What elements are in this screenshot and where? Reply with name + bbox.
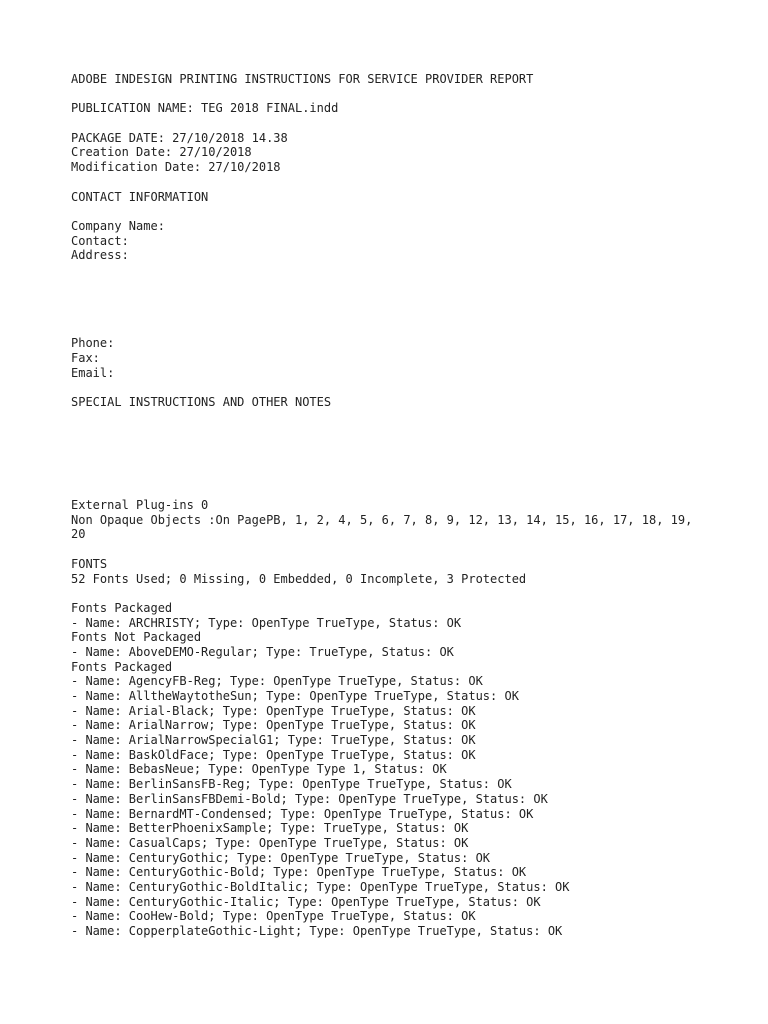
creation-date: Creation Date: 27/10/2018 xyxy=(71,145,252,160)
email-label: Email: xyxy=(71,365,115,380)
font-list-item: - Name: CenturyGothic-Bold; Type: OpenType TrueType, Status: OK xyxy=(71,865,527,880)
fonts-heading: FONTS xyxy=(71,556,108,571)
font-list-item: - Name: CooHew-Bold; Type: OpenType TrueType, Status: OK xyxy=(71,909,476,924)
fonts-packaged-heading-2: Fonts Packaged xyxy=(71,659,173,674)
font-list-item: - Name: CenturyGothic-BoldItalic; Type: OpenType TrueType, Status: OK xyxy=(71,879,570,894)
font-list-item: - Name: CopperplateGothic-Light; Type: OpenType TrueType, Status: OK xyxy=(71,924,563,939)
font-list-item: - Name: AgencyFB-Reg; Type: OpenType TrueType, Status: OK xyxy=(71,674,483,689)
fax-label: Fax: xyxy=(71,351,100,366)
non-opaque-objects: Non Opaque Objects :On PagePB, 1, 2, 4, 5, 6, 7, 8, 9, 12, 13, 14, 15, 16, 17, 18, 19, 20 xyxy=(71,512,693,542)
spacer xyxy=(71,116,731,131)
company-name-label: Company Name: xyxy=(71,218,165,233)
address-blank-area xyxy=(71,263,731,337)
font-list-item: - Name: BerlinSansFBDemi-Bold; Type: OpenType TrueType, Status: OK xyxy=(71,791,548,806)
fonts-summary: 52 Fonts Used; 0 Missing, 0 Embedded, 0 Incomplete, 3 Protected xyxy=(71,571,527,586)
font-list-item: - Name: AlltheWaytotheSun; Type: OpenType TrueType, Status: OK xyxy=(71,689,519,704)
package-date: PACKAGE DATE: 27/10/2018 14.38 xyxy=(71,130,288,145)
font-list-item: - Name: AboveDEMO-Regular; Type: TrueType, Status: OK xyxy=(71,644,454,659)
font-list-item: - Name: BerlinSansFB-Reg; Type: OpenType TrueType, Status: OK xyxy=(71,777,512,792)
modification-date: Modification Date: 27/10/2018 xyxy=(71,160,281,175)
font-list-item: - Name: CasualCaps; Type: OpenType TrueType, Status: OK xyxy=(71,835,469,850)
notes-blank-area xyxy=(71,410,731,498)
font-list-item: - Name: CenturyGothic; Type: OpenType TrueType, Status: OK xyxy=(71,850,491,865)
fonts-packaged-heading: Fonts Packaged xyxy=(71,600,173,615)
font-list-item: - Name: CenturyGothic-Italic; Type: OpenType TrueType, Status: OK xyxy=(71,894,541,909)
fonts-not-packaged-heading: Fonts Not Packaged xyxy=(71,630,202,645)
font-list-item: - Name: BaskOldFace; Type: OpenType TrueType, Status: OK xyxy=(71,747,476,762)
font-list-item: - Name: BebasNeue; Type: OpenType Type 1, Status: OK xyxy=(71,762,447,777)
font-list-item: - Name: ArialNarrowSpecialG1; Type: TrueType, Status: OK xyxy=(71,733,476,748)
contact-heading: CONTACT INFORMATION xyxy=(71,189,209,204)
font-list-item: - Name: BetterPhoenixSample; Type: TrueType, Status: OK xyxy=(71,821,469,836)
spacer xyxy=(71,542,731,557)
notes-heading: SPECIAL INSTRUCTIONS AND OTHER NOTES xyxy=(71,395,332,410)
publication-name: PUBLICATION NAME: TEG 2018 FINAL.indd xyxy=(71,101,339,116)
phone-label: Phone: xyxy=(71,336,115,351)
font-list-item: - Name: BernardMT-Condensed; Type: OpenType TrueType, Status: OK xyxy=(71,806,534,821)
spacer xyxy=(71,204,731,219)
external-plugins: External Plug-ins 0 xyxy=(71,498,209,513)
spacer xyxy=(71,175,731,190)
font-list-item: - Name: Arial-Black; Type: OpenType TrueType, Status: OK xyxy=(71,703,476,718)
contact-label: Contact: xyxy=(71,233,129,248)
report-document xyxy=(71,72,731,939)
spacer xyxy=(71,586,731,601)
spacer xyxy=(71,87,731,102)
font-list-item: - Name: ARCHRISTY; Type: OpenType TrueType, Status: OK xyxy=(71,615,462,630)
address-label: Address: xyxy=(71,248,129,263)
report-title: ADOBE INDESIGN PRINTING INSTRUCTIONS FOR SERVICE PROVIDER REPORT xyxy=(71,72,534,86)
font-list-item: - Name: ArialNarrow; Type: OpenType TrueType, Status: OK xyxy=(71,718,476,733)
spacer xyxy=(71,381,731,396)
